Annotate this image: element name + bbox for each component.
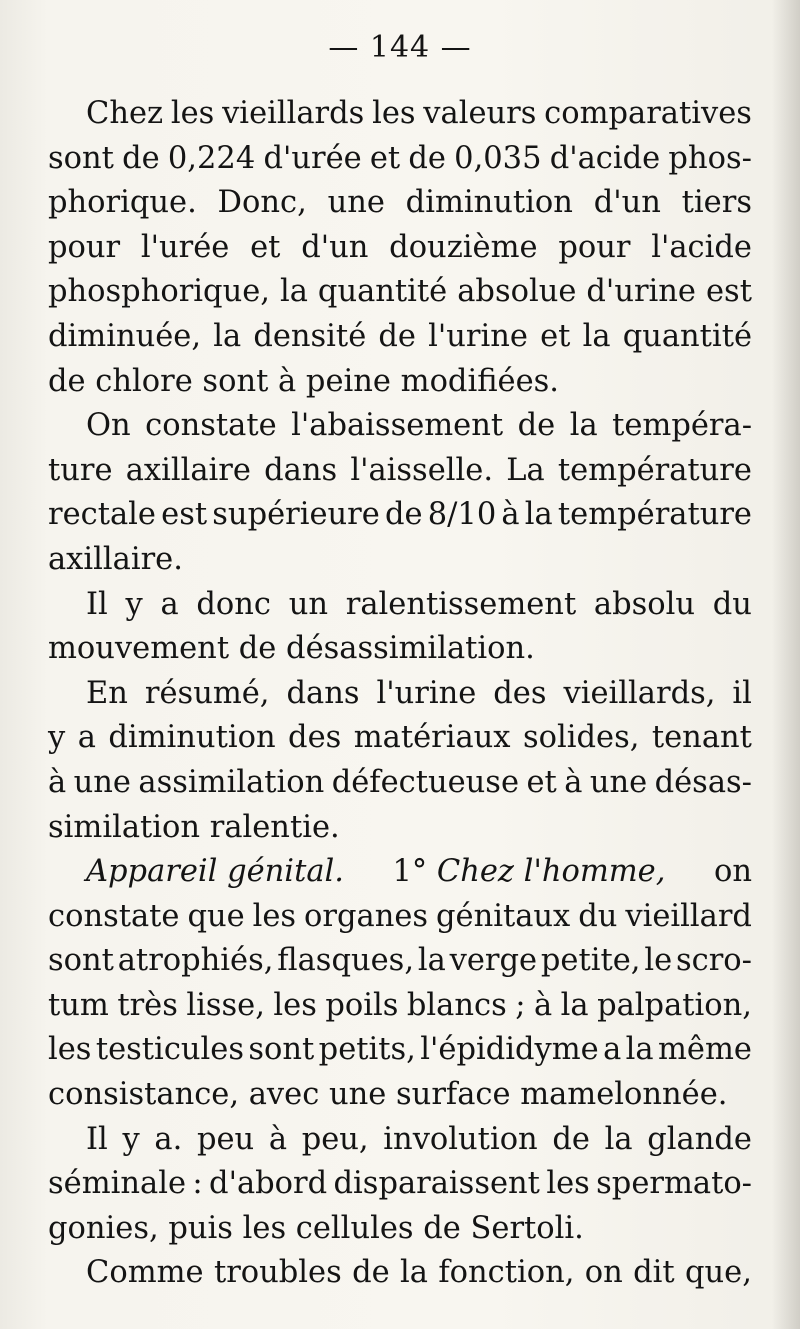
page-number: — 144 —: [328, 30, 472, 65]
text-line: gonies, puis les cellules de Sertoli.: [48, 1210, 584, 1246]
paragraph-troubles: [48, 1251, 752, 1296]
text-line: On constate l'abaissement de la tempéra-: [86, 408, 752, 444]
text-line: diminuée, la densité de l'urine et la quantité: [48, 318, 752, 354]
text-line: sont de 0,224 d'urée et de 0,035 d'acide phos-: [48, 140, 752, 176]
text-line: similation ralentie.: [48, 809, 340, 845]
text-line: sont atrophiés, flasques, la verge petite, le scro-: [48, 943, 752, 979]
text-line: phosphorique, la quantité absolue d'urine est: [48, 274, 752, 310]
text-line: les testicules sont petits, l'épididyme a la même: [48, 1032, 752, 1068]
text-line: Il y a. peu à peu, involution de la glande: [86, 1121, 752, 1157]
text-line: En résumé, dans l'urine des vieillards, il: [86, 675, 752, 711]
paragraph-resume: [48, 672, 752, 850]
text-line: constate que les organes génitaux du vieillard: [48, 898, 752, 934]
text-line: y a diminution des matériaux solides, tenant: [48, 720, 752, 756]
paragraph-appareil-genital: [48, 850, 752, 1118]
text-line: de chlore sont à peine modifiées.: [48, 363, 559, 399]
text-line: pour l'urée et d'un douzième pour l'acide: [48, 229, 752, 265]
text-line: ture axillaire dans l'aisselle. La température: [48, 452, 752, 488]
list-number-text: 1°: [392, 854, 437, 890]
text-line: mouvement de désassimilation.: [48, 631, 535, 667]
section-heading-appareil-genital: Appareil génital.: [86, 854, 344, 890]
text-line: Il y a donc un ralentissement absolu du: [86, 586, 752, 622]
list-number: [393, 850, 666, 895]
page-edge-shadow: [772, 0, 800, 1329]
text-line: tum très lisse, les poils blancs ; à la palpation,: [48, 987, 752, 1023]
body-text: [48, 92, 752, 1296]
text-line: à une assimilation défectueuse et à une désas-: [48, 764, 752, 800]
paragraph-ralentissement: [48, 583, 752, 672]
paragraph-urine-values: [48, 92, 752, 404]
text-line: axillaire.: [48, 541, 183, 577]
text-fragment: on: [713, 854, 752, 890]
text-line: Chez les vieillards les valeurs comparatives: [86, 96, 752, 131]
text-line: séminale : d'abord disparaissent les spermato-: [48, 1166, 752, 1202]
subheading-chez-homme: Chez l'homme,: [436, 854, 666, 890]
text-line: consistance, avec une surface mamelonnée.: [48, 1077, 728, 1113]
text-line: rectale est supérieure de 8/10 à la température: [48, 497, 752, 533]
text-line: Comme troubles de la fonction, on dit que,: [86, 1255, 752, 1291]
paragraph-involution: [48, 1118, 752, 1252]
paragraph-temperature: [48, 404, 752, 582]
text-line-heading: [48, 850, 752, 895]
text-line: phorique. Donc, une diminution d'un tiers: [48, 185, 752, 221]
